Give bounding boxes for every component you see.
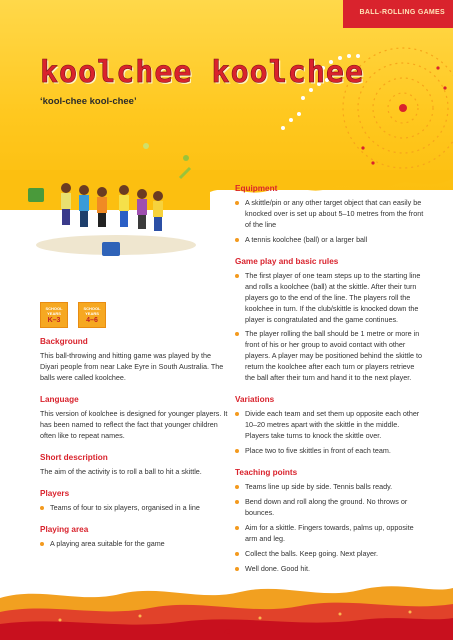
right-column [235,184,425,586]
equipment-heading: Equipment [235,184,278,193]
players-section [40,489,230,514]
badge-line2: YEARS [85,311,99,316]
badge-line1: SCHOOL [83,306,101,311]
section-tab [343,0,453,28]
list-item: Teams line up side by side. Tennis balls ready. [235,482,425,493]
badge-line1: SCHOOL [45,306,63,311]
page-number: 73 [222,629,231,636]
short-description-heading: Short description [40,452,108,462]
badge-line2: YEARS [47,311,61,316]
aboriginal-dot-art [203,28,453,188]
pronunciation: ‘kool-chee kool-chee’ [40,96,137,107]
short-description-text: The aim of the activity is to roll a ball to hit a skittle. [40,466,202,476]
background-heading: Background [40,337,88,346]
school-years-badge-k3 [40,302,68,328]
equipment-section [235,184,425,246]
section-label: BALL-ROLLING GAMES [359,9,445,16]
list-item: Bend down and roll along the ground. No throws or bounces. [235,497,425,519]
teaching-points-section [235,468,425,575]
list-item: A skittle/pin or any other target object that can easily be knocked over is set up about 5–10 metres from the front of the line [235,198,425,231]
language-section [40,395,230,442]
school-years-badge-46 [78,302,106,328]
badge-years: K–3 [47,317,61,324]
game-play-section [235,257,425,384]
variations-heading: Variations [235,395,275,405]
list-item: The player rolling the ball should be 1 metre or more in front of his or her group to avoid contact with other players. A player may be positioned behind the skittle to return the koolchee after each turn or players retrieve the ball after their turn and hand it to the next player. [235,329,425,384]
players-heading: Players [40,488,70,498]
list-item: Divide each team and set them up opposite each other 10–20 metres apart with the skittle in the middle. Players take turns to knock the skittle over. [235,409,425,442]
page-title: koolchee koolchee [40,55,365,90]
short-description-section [40,453,230,478]
game-play-heading: Game play and basic rules [235,256,339,266]
list-item: Collect the balls. Keep going. Next player. [235,549,425,560]
playing-area-section [40,525,230,550]
playing-area-heading: Playing area [40,524,89,534]
list-item: Teams of four to six players, organised in a line [40,503,230,514]
list-item: A tennis koolchee (ball) or a larger ball [235,235,425,246]
language-heading: Language [40,394,79,404]
teaching-points-heading: Teaching points [235,467,298,477]
language-text: This version of koolchee is designed for younger players. It has been named to reflect the fact that younger children often like to repeat names. [40,408,228,440]
list-item: The first player of one team steps up to the starting line and rolls a koolchee (ball) at the skittle. After their turn players go to the end of the line. The players roll the koolchee in turn. If the club/skittle is knocked down the player is congratulated and the game continues. [235,271,425,326]
list-item: Place two to five skittles in front of each team. [235,446,425,457]
children-playing-illustration [26,130,206,260]
list-item: A playing area suitable for the game [40,539,230,550]
badge-years: 4–6 [86,317,98,324]
left-column [40,337,230,561]
background-text: This ball-throwing and hitting game was played by the Diyari people from near Lake Eyre in South Australia. The balls were called koolchee. [40,351,224,382]
list-item: Well done. Good hit. [235,564,425,575]
variations-section [235,395,425,457]
list-item: Aim for a skittle. Fingers towards, palms up, opposite arm and leg. [235,523,425,545]
background-section [40,337,230,384]
